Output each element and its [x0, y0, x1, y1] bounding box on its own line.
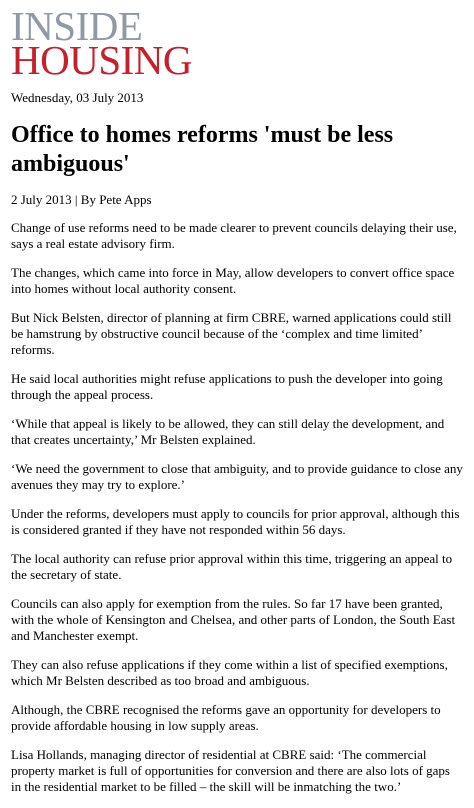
logo-line-inside: INSIDE [11, 3, 143, 49]
article-title: Office to homes reforms 'must be less ambiguous' [11, 122, 394, 177]
article-paragraph: They can also refuse applications if they come within a list of specified exemptions, which Mr Belsten described as too broad and ambiguous. [11, 657, 448, 688]
article-paragraph: He said local authorities might refuse applications to push the developer into going through the appeal process. [11, 371, 443, 402]
article-paragraph: Change of use reforms need to be made clearer to prevent councils delaying their use, says a real estate advisory firm. [11, 220, 457, 251]
article-paragraph: But Nick Belsten, director of planning at firm CBRE, warned applications could still be hamstrung by obstructive council because of the ‘complex and time limited’ reforms. [11, 310, 452, 357]
article-paragraph: The changes, which came into force in May, allow developers to convert office space into homes without local authority consent. [11, 265, 455, 296]
article-paragraph: ‘We need the government to close that ambiguity, and to provide guidance to close any avenues they may try to explore.’ [11, 461, 463, 492]
article-paragraph: The local authority can refuse prior approval within this time, triggering an appeal to the secretary of state. [11, 551, 453, 582]
inside-housing-logo[interactable] [11, 3, 463, 83]
logo-line-housing: HOUSING [11, 37, 192, 83]
article-page [11, 3, 463, 808]
article-paragraph: Under the reforms, developers must apply to councils for prior approval, although this is considered granted if they have not responded within 56 days. [11, 506, 460, 537]
article-paragraph: ‘While that appeal is likely to be allowed, they can still delay the development, and that creates uncertainty,’ Mr Belsten explained. [11, 416, 445, 447]
page-date: Wednesday, 03 July 2013 [11, 90, 144, 105]
article-paragraph: Lisa Hollands, managing director of residential at CBRE said: ‘The commercial property market is full of opportunities for conversion and there are also lots of gaps in the residential market to be filled – the skill will be inmatching the two.’ [11, 747, 450, 794]
article-paragraph: Councils can also apply for exemption from the rules. So far 17 have been granted, with the whole of Kensington and Chelsea, and other parts of London, the South East and Manchester exempt. [11, 596, 456, 643]
article-paragraph: Although, the CBRE recognised the reforms gave an opportunity for developers to provide affordable housing in low supply areas. [11, 702, 441, 733]
article-body [11, 220, 463, 795]
article-byline: 2 July 2013 | By Pete Apps [11, 192, 152, 207]
